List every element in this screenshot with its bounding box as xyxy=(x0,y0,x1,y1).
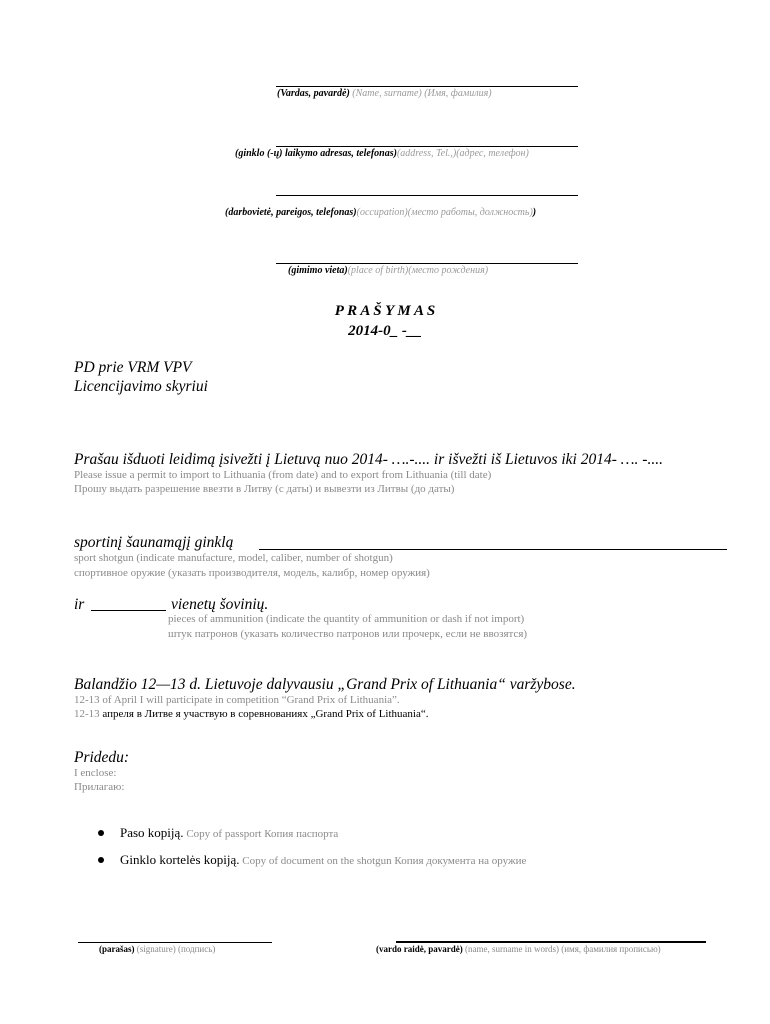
weapon-label: sportinį šaunamąjį ginklą xyxy=(74,534,234,551)
address-field-caption xyxy=(235,148,529,159)
signature-translation: (signature) (подпись) xyxy=(134,944,216,954)
competition-text: Balandžio 12—13 d. Lietuvoje dalyvausiu „Grand Prix of Lithuania“ varžybose. xyxy=(74,676,576,693)
address-label: (ginklo (-ų) laikymo adresas, telefonas) xyxy=(235,148,397,159)
name-line[interactable] xyxy=(276,86,578,87)
occupation-label: (darbovietė, pareigos, telefonas) xyxy=(225,207,357,218)
weapon-ru: спортивное оружие (указать производителя, модель, калибр, номер оружия) xyxy=(74,567,430,579)
birthplace-translation: (place of birth)(место рождения) xyxy=(347,265,489,276)
name-translation: (Name, surname) (Имя, фамилия) xyxy=(349,88,492,99)
name-field-caption xyxy=(277,88,492,99)
attachment-item xyxy=(98,825,338,841)
address-translation: (address, Tel.,)(адрес, телефон) xyxy=(396,148,529,159)
enclose-ru: Прилагаю: xyxy=(74,781,125,793)
competition-ru-text: апреля в Литве я участвую в соревнованиях „Grand Prix of Lithuania“. xyxy=(102,708,429,720)
attachment-translation: Copy of document on the shotgun Копия документа на оружие xyxy=(239,855,527,867)
attachment-label: Paso kopiją. xyxy=(120,825,184,840)
competition-ru xyxy=(74,708,429,720)
competition-en: 12-13 of April I will participate in competition “Grand Prix of Lithuania”. xyxy=(74,694,400,706)
weapon-input-line[interactable] xyxy=(259,549,727,550)
occupation-translation: (occupation)(место работы, должность) xyxy=(356,207,533,218)
bullet-icon xyxy=(98,830,104,836)
request-text: Prašau išduoti leidimą įsivežti į Lietuvą nuo 2014- ….-.... ir išvežti iš Lietuvos iki 2014- …. -.... xyxy=(74,451,663,468)
name-in-words-caption xyxy=(376,944,661,954)
signature-label: (parašas) xyxy=(99,944,135,954)
occupation-field-caption xyxy=(225,207,536,218)
occupation-line[interactable] xyxy=(276,195,578,196)
competition-ru-prefix: 12-13 xyxy=(74,708,103,720)
addressee-line2: Licencijavimo skyriui xyxy=(74,378,208,395)
signature-caption xyxy=(99,944,215,954)
attachment-translation: Copy of passport Копия паспорта xyxy=(183,828,339,840)
address-line[interactable] xyxy=(276,146,578,147)
enclose-en: I enclose: xyxy=(74,767,117,779)
attachment-item xyxy=(98,852,526,868)
weapon-en: sport shotgun (indicate manufacture, model, caliber, number of shotgun) xyxy=(74,552,393,564)
name-in-words-label: (vardo raidė, pavardė) xyxy=(376,944,463,954)
birthplace-line[interactable] xyxy=(276,263,578,264)
ammo-ru: штук патронов (указать количество патронов или прочерк, если не ввозятся) xyxy=(168,628,528,640)
request-ru: Прошу выдать разрешение ввезти в Литву (с даты) и вывезти из Литвы (до даты) xyxy=(74,483,455,495)
birthplace-field-caption xyxy=(288,265,488,276)
name-in-words-line[interactable] xyxy=(396,941,706,943)
request-en: Please issue a permit to import to Lithuania (from date) and to export from Lithuania (till date) xyxy=(74,469,492,481)
ammo-prefix: ir xyxy=(74,596,85,613)
birthplace-label: (gimimo vieta) xyxy=(288,265,348,276)
addressee-line1: PD prie VRM VPV xyxy=(74,359,192,376)
ammo-label: vienetų šovinių. xyxy=(171,596,269,613)
ammo-en: pieces of ammunition (indicate the quantity of ammunition or dash if not import) xyxy=(168,613,525,625)
bullet-icon xyxy=(98,857,104,863)
occupation-suffix: ) xyxy=(532,207,537,218)
document-date: 2014-0_ -__ xyxy=(348,323,422,339)
name-label: (Vardas, pavardė) xyxy=(277,88,350,99)
attachment-label: Ginklo kortelės kopiją. xyxy=(120,852,240,867)
enclose-heading: Pridedu: xyxy=(74,749,130,766)
signature-line[interactable] xyxy=(78,942,272,943)
document-title: P R A Š Y M A S xyxy=(334,303,436,319)
ammo-quantity-line[interactable] xyxy=(91,610,166,611)
name-in-words-translation: (name, surname in words) (имя, фамилия прописью) xyxy=(462,944,661,954)
